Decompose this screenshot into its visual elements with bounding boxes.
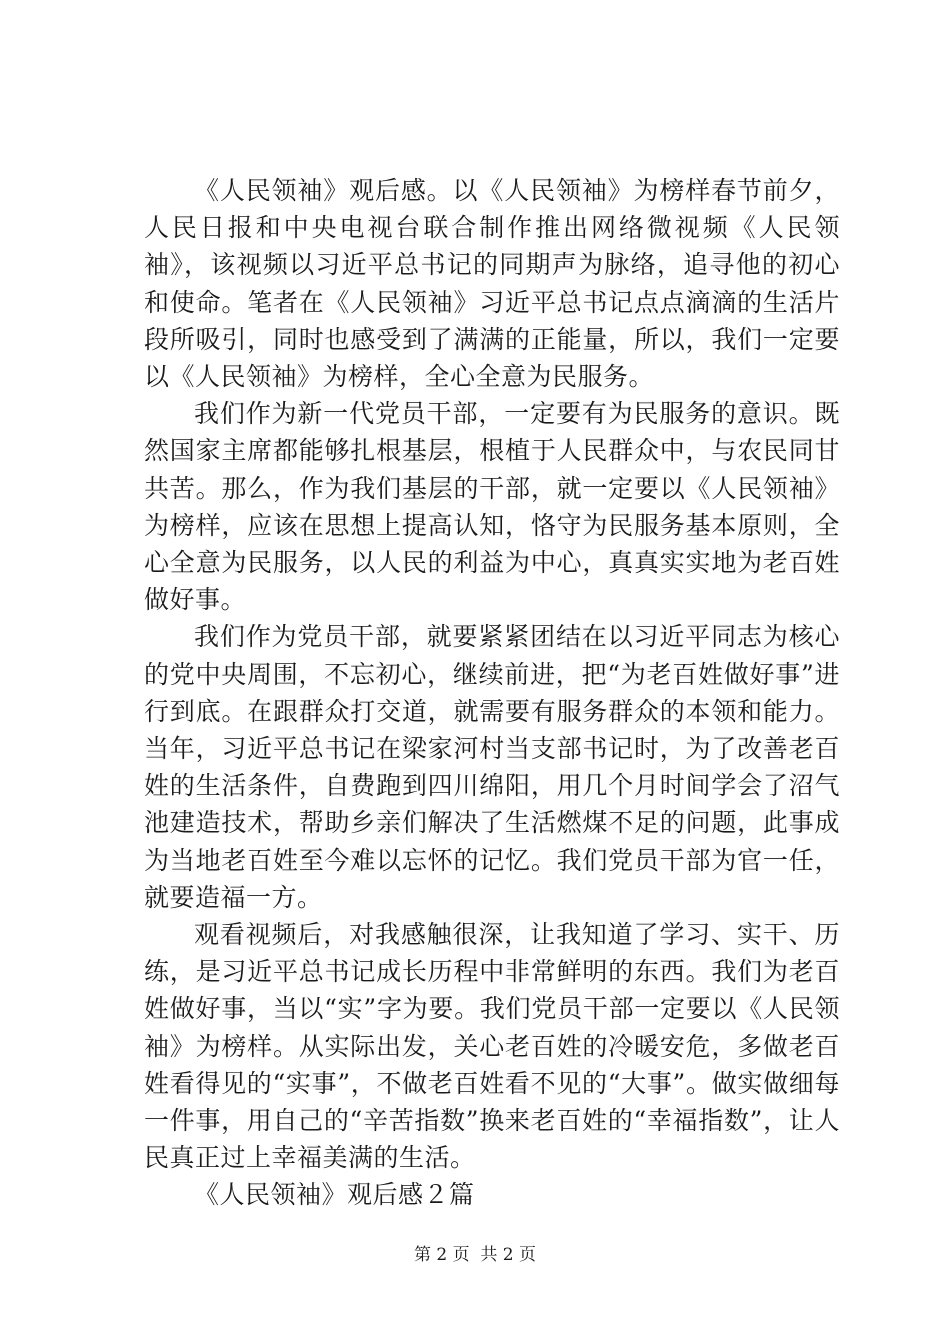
page-footer <box>0 1240 950 1265</box>
paragraph-party-cadres: 我们作为党员干部，就要紧紧团结在以习近平同志为核心的党中央周围，不忘初心，继续前进，把“为老百姓做好事”进行到底。在跟群众打交道，就需要有服务群众的本领和能力。当年，习近平总书记在梁家河村当支部书记时，为了改善老百姓的生活条件，自费跑到四川绵阳，用几个月时间学会了沼气池建造技术，帮助乡亲们解决了生活燃煤不足的问题，此事成为当地老百姓至今难以忘怀的记忆。我们党员干部为官一任，就要造福一方。 <box>144 622 840 912</box>
paragraph-title-line: 《人民领袖》观后感２篇 <box>194 1180 475 1210</box>
paragraph-service-awareness: 我们作为新一代党员干部，一定要有为民服务的意识。既然国家主席都能够扎根基层，根植于人民群众中，与农民同甘共苦。那么，作为我们基层的干部，就一定要以《人民领袖》为榜样，应该在思想上提高认知，恪守为民服务基本原则，全心全意为民服务，以人民的利益为中心，真真实实地为老百姓做好事。 <box>144 399 840 615</box>
paragraph-intro: 《人民领袖》观后感。以《人民领袖》为榜样春节前夕，人民日报和中央电视台联合制作推出网络微视频《人民领袖》，该视频以习近平总书记的同期声为脉络，追寻他的初心和使命。笔者在《人民领袖》习近平总书记点点滴滴的生活片段所吸引，同时也感受到了满满的正能量，所以，我们一定要以《人民领袖》为榜样，全心全意为民服务。 <box>144 176 840 392</box>
page-number-label: 第 2 页 共 2 页 <box>413 1245 537 1265</box>
paragraph-after-viewing: 观看视频后，对我感触很深，让我知道了学习、实干、历练，是习近平总书记成长历程中非常鲜明的东西。我们为老百姓做好事，当以“实”字为要。我们党员干部一定要以《人民领袖》为榜样。从实际出发，关心老百姓的冷暖安危，多做老百姓看得见的“实事”，不做老百姓看不见的“大事”。做实做细每一件事，用自己的“辛苦指数”换来老百姓的“幸福指数”，让人民真正过上幸福美满的生活。 <box>144 920 840 1173</box>
document-body <box>144 172 840 1214</box>
